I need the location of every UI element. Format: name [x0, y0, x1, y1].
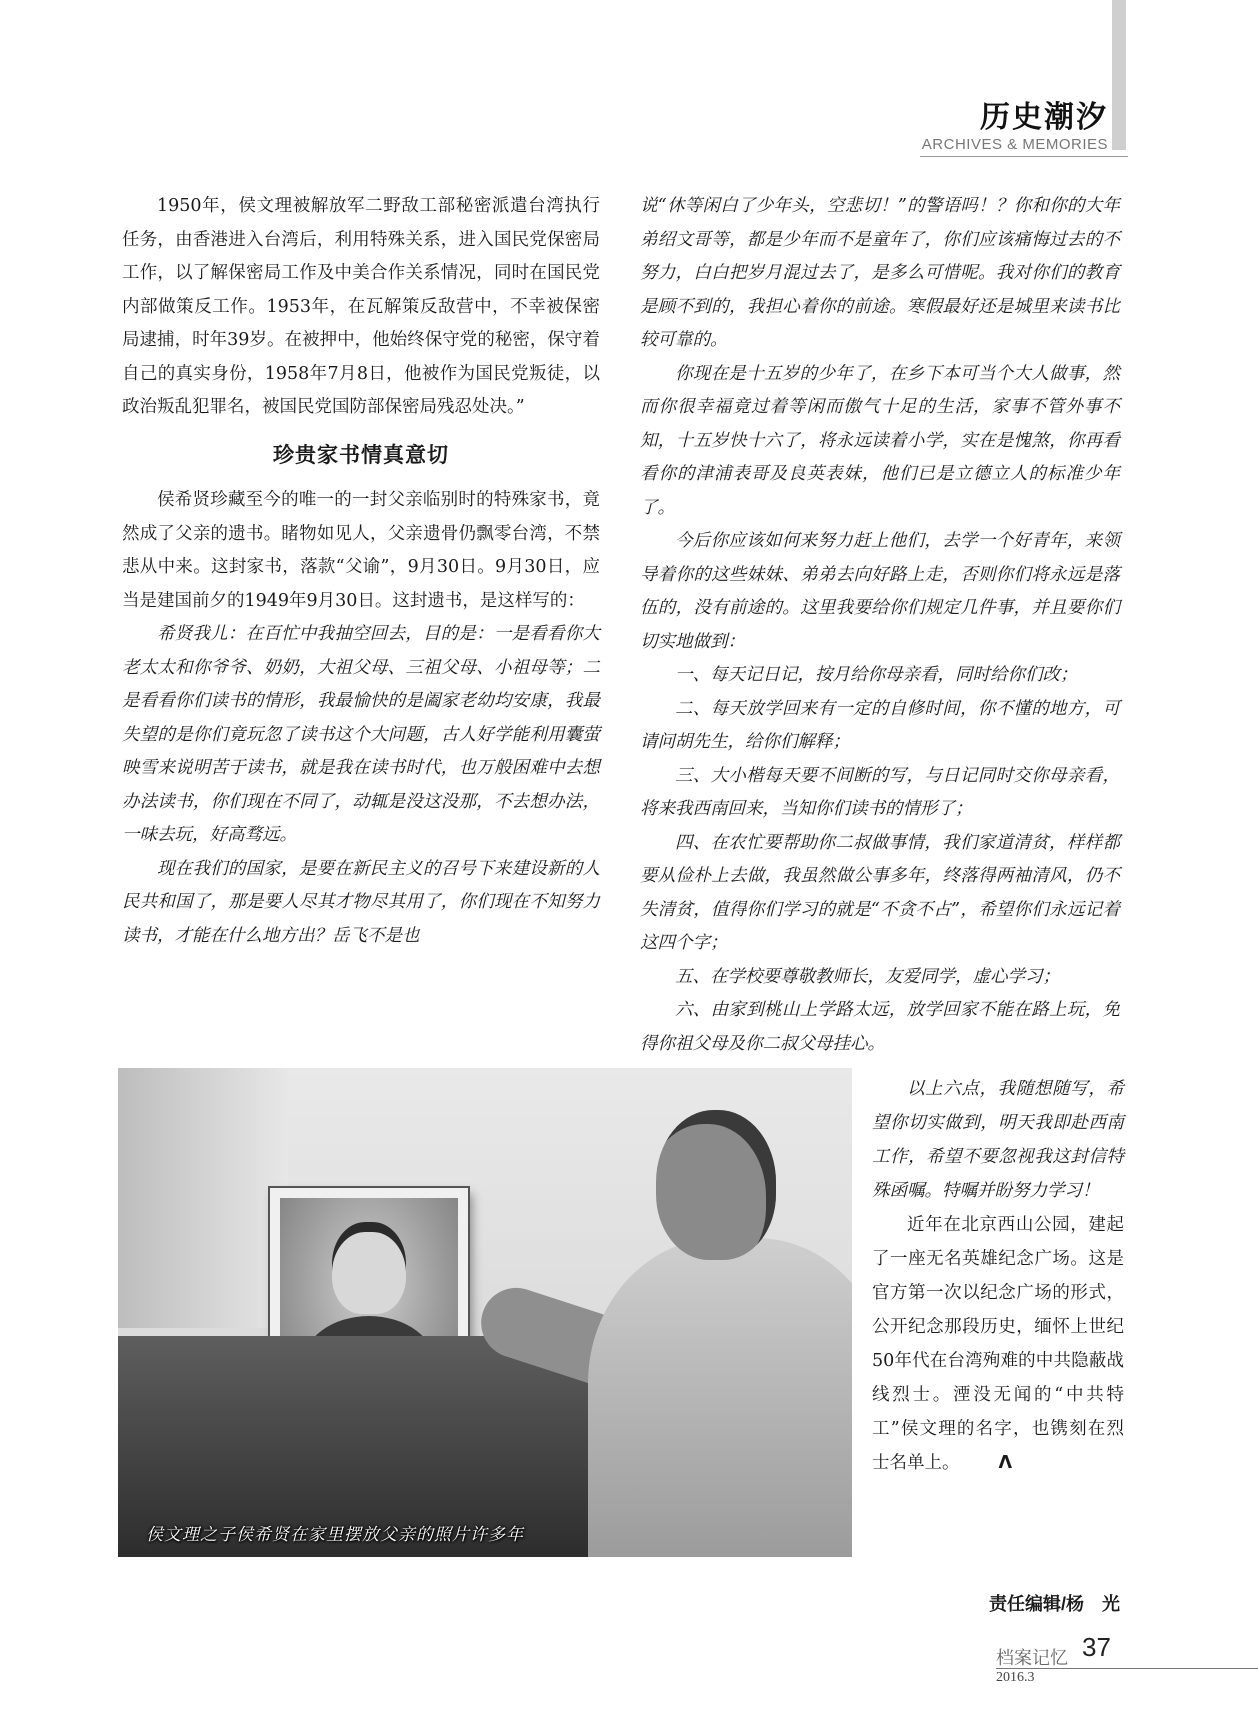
letter-paragraph: 现在我们的国家，是要在新民主义的召号下来建设新的人民共和国了，那是要人尽其才物尽其用了，你们现在不知努力读书，才能在什么地方出？岳飞不是也 [122, 858, 600, 946]
letter-rule-item: 五、在学校要尊敬教师长，友爱同学，虚心学习； [675, 966, 1060, 987]
letter-paragraph: 希贤我儿：在百忙中我抽空回去，目的是：一是看看你大老太太和你爷爷、奶奶，大祖父母、三祖父母、小祖母等；二是看看你们读书的情形，我最愉快的是阖家老幼均安康，我最失望的是你们竟玩忽了读书这个大问题，古人好学能利用囊萤映雪来说明苦于读书，就是我在读书时代，也万般困难中去想办法读书，你们现在不同了，动辄是没这没那，不去想办法，一味去玩，好高骛远。 [122, 624, 600, 845]
letter-closing: 以上六点，我随想随写，希望你切实做到，明天我即赴西南工作，希望不要忽视我这封信特殊函嘱。特嘱并盼努力学习！ [872, 1079, 1124, 1201]
end-mark-icon: Λ [998, 1453, 1013, 1473]
subheading: 珍贵家书情真意切 [273, 443, 449, 467]
letter-paragraph: 你现在是十五岁的少年了，在乡下本可当个大人做事，然而你很幸福竟过着等闲而傲气十足的生活，家事不管外事不知，十五岁快十六了，将永远读着小学，实在是愧煞，你再看看你的津浦表哥及良英表妹，他们已是立德立人的标准少年了。 [640, 363, 1120, 518]
corner-accent-bar [1112, 0, 1126, 150]
paragraph-final [872, 1208, 1124, 1480]
side-column [872, 1072, 1124, 1480]
footer-divider [996, 1668, 1258, 1669]
left-column [122, 190, 600, 953]
header-divider [920, 156, 1128, 157]
editor-credit: 责任编辑/杨 光 [988, 1594, 1120, 1614]
photo-man-body [588, 1238, 852, 1557]
letter-rule-item: 一、每天记日记，按月给你母亲看，同时给你们改； [675, 665, 1078, 685]
photo-caption: 侯文理之子侯希贤在家里摆放父亲的照片许多年 [146, 1525, 524, 1545]
right-column [640, 190, 1120, 1061]
section-subtitle: ARCHIVES & MEMORIES [921, 136, 1108, 153]
letter-rule-item: 二、每天放学回来有一定的自修时间，你不懂的地方，可请问胡先生，给你们解释； [640, 698, 1120, 752]
portrait-head [332, 1222, 406, 1314]
letter-paragraph: 今后你应该如何来努力赶上他们，去学一个好青年，来领导着你的这些妹妹、弟弟去向好路上走，否则你们将永远是落伍的，没有前途的。这里我要给你们规定几件事，并且要你们切实地做到： [640, 531, 1120, 652]
footer-issue: 2016.3 [996, 1670, 1035, 1685]
section-title: 历史潮汐 [980, 100, 1108, 135]
letter-rule-item: 六、由家到桃山上学路太远，放学回家不能在路上玩，免得你祖父母及你二叔父母挂心。 [640, 1000, 1120, 1054]
letter-rule-item: 四、在农忙要帮助你二叔做事情，我们家道清贫，样样都要从俭朴上去做，我虽然做公事多年，终落得两袖清风，仍不失清贫，值得你们学习的就是“不贪不占”，希望你们永远记着这四个字； [640, 832, 1120, 953]
paragraph: 侯希贤珍藏至今的唯一的一封父亲临别时的特殊家书，竟然成了父亲的遗书。睹物如见人，父亲遗骨仍飘零台湾，不禁悲从中来。这封家书，落款“父谕”，9月30日。9月30日，应当是建国前夕的1949年9月30日。这封遗书，是这样写的： [122, 490, 600, 611]
letter-paragraph: 说“休等闲白了少年头，空悲切！”的警语吗！？你和你的大年弟绍文哥等，都是少年而不是童年了，你们应该痛悔过去的不努力，白白把岁月混过去了，是多么可惜呢。我对你们的教育是顾不到的，我担心着你的前途。寒假最好还是城里来读书比较可靠的。 [640, 196, 1120, 350]
photo-man-head [656, 1110, 776, 1260]
footer-magazine-name: 档案记忆 [996, 1648, 1068, 1668]
photo-wall-shadow [118, 1068, 288, 1328]
letter-rule-item: 三、大小楷每天要不间断的写，与日记同时交你母亲看，将来我西南回来，当知你们读书的情形了； [640, 765, 1120, 819]
paragraph: 1950年，侯文理被解放军二野敌工部秘密派遣台湾执行任务，由香港进入台湾后，利用特殊关系，进入国民党保密局工作，以了解保密局工作及中美合作关系情况，同时在国民党内部做策反工作。1953年，在瓦解策反敌营中，不幸被保密局逮捕，时年39岁。在被押中，他始终保守党的秘密，保守着自己的真实身份，1958年7月8日，他被作为国民党叛徒，以政治叛乱犯罪名，被国民党国防部保密局残忍处决。” [122, 196, 600, 417]
page-number: 37 [1082, 1632, 1111, 1662]
photo-son-with-portrait [118, 1068, 852, 1557]
final-text: 近年在北京西山公园，建起了一座无名英雄纪念广场。这是官方第一次以纪念广场的形式，公开纪念那段历史，缅怀上世纪50年代在台湾殉难的中共隐蔽战线烈士。湮没无闻的“中共特工”侯文理的名字，也镌刻在烈士名单上。 [872, 1215, 1124, 1473]
